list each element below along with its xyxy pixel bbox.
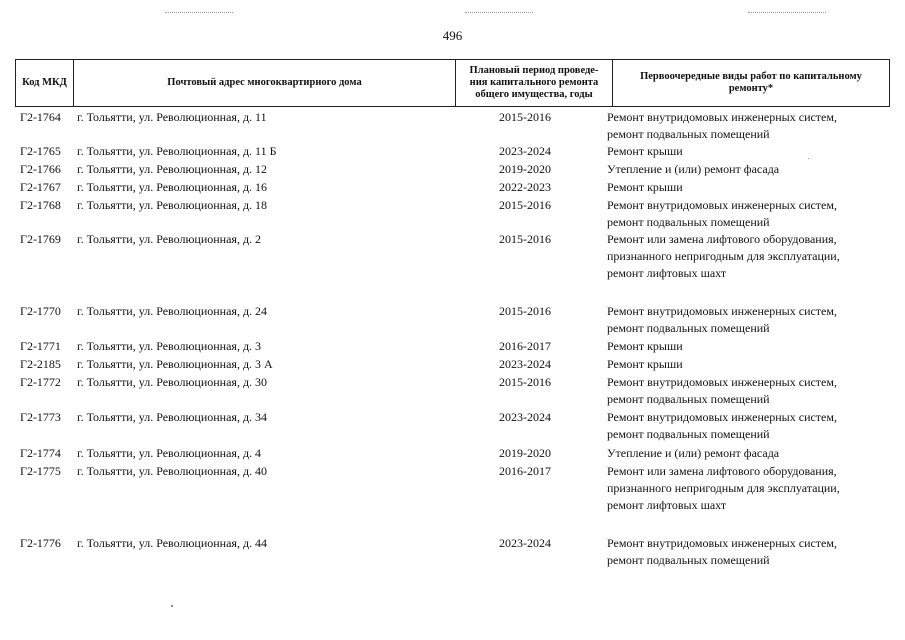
- cell-works-line: Ремонт внутридомовых инженерных систем,: [607, 110, 837, 124]
- cell-code: Г2-1764: [20, 110, 61, 124]
- header-works: [613, 60, 889, 106]
- header-period: [456, 60, 613, 106]
- cell-works-line: Ремонт крыши: [607, 357, 683, 371]
- scan-dot: [171, 605, 173, 607]
- cell-works: [607, 356, 892, 373]
- cell-period: 2015-2016: [499, 375, 551, 389]
- cell-works-line: Ремонт крыши: [607, 144, 683, 158]
- header-code: Код МКД: [16, 60, 74, 106]
- cell-period: 2022-2023: [499, 180, 551, 194]
- cell-address: г. Тольятти, ул. Революционная, д. 2: [77, 232, 262, 246]
- cell-address: г. Тольятти, ул. Революционная, д. 40: [77, 464, 268, 478]
- cell-works-line: Ремонт внутридомовых инженерных систем,: [607, 375, 837, 389]
- cell-code: Г2-1766: [20, 162, 61, 176]
- cell-works-line: ремонт лифтовых шахт: [607, 498, 727, 512]
- cell-works: [607, 197, 892, 231]
- cell-address: г. Тольятти, ул. Революционная, д. 34: [77, 410, 268, 424]
- cell-works-line: Ремонт или замена лифтового оборудования,: [607, 464, 837, 478]
- cell-works-line: ремонт подвальных помещений: [607, 127, 770, 141]
- header-address: Почтовый адрес многоквартирного дома: [74, 60, 456, 106]
- cell-works: [607, 445, 892, 462]
- cell-works: [607, 463, 892, 514]
- cell-code: Г2-1774: [20, 446, 61, 460]
- cell-works-line: ремонт лифтовых шахт: [607, 266, 727, 280]
- cell-works: [607, 535, 892, 569]
- cell-code: Г2-1773: [20, 410, 61, 424]
- cell-works: [607, 231, 892, 282]
- cell-works-line: Ремонт внутридомовых инженерных систем,: [607, 410, 837, 424]
- cell-period: 2023-2024: [499, 410, 551, 424]
- cell-code: Г2-1767: [20, 180, 61, 194]
- cell-address: г. Тольятти, ул. Революционная, д. 12: [77, 162, 268, 176]
- cell-works: [607, 409, 892, 443]
- header-period-line: общего имущества, годы: [475, 89, 593, 100]
- cell-code: Г2-1770: [20, 304, 61, 318]
- table-header: [15, 59, 890, 107]
- cell-works-line: Ремонт внутридомовых инженерных систем,: [607, 198, 837, 212]
- cell-works-line: Утепление и (или) ремонт фасада: [607, 162, 780, 176]
- cell-address: г. Тольятти, ул. Революционная, д. 3 А: [77, 357, 273, 371]
- cell-address: г. Тольятти, ул. Революционная, д. 4: [77, 446, 262, 460]
- cell-works-line: ремонт подвальных помещений: [607, 321, 770, 335]
- cell-works-line: Ремонт или замена лифтового оборудования,: [607, 232, 837, 246]
- cell-works: [607, 303, 892, 337]
- scan-dot: [808, 158, 809, 159]
- header-period-line: ния капитального ремонта: [469, 77, 599, 88]
- cell-address: г. Тольятти, ул. Революционная, д. 30: [77, 375, 268, 389]
- cell-code: Г2-1765: [20, 144, 61, 158]
- header-works-line: ремонту*: [728, 83, 774, 94]
- cell-works-line: ремонт подвальных помещений: [607, 427, 770, 441]
- cell-address: г. Тольятти, ул. Революционная, д. 11: [77, 110, 267, 124]
- cell-works-line: Ремонт внутридомовых инженерных систем,: [607, 536, 837, 550]
- cell-period: 2015-2016: [499, 304, 551, 318]
- cell-works-line: ремонт подвальных помещений: [607, 215, 770, 229]
- cell-period: 2019-2020: [499, 446, 551, 460]
- cell-address: г. Тольятти, ул. Революционная, д. 11 Б: [77, 144, 277, 158]
- cell-code: Г2-1775: [20, 464, 61, 478]
- cell-code: Г2-1771: [20, 339, 61, 353]
- scan-artifact-left: [165, 12, 233, 14]
- cell-works-line: признанного непригодным для эксплуатации,: [607, 249, 840, 263]
- cell-works-line: признанного непригодным для эксплуатации,: [607, 481, 840, 495]
- cell-address: г. Тольятти, ул. Революционная, д. 18: [77, 198, 268, 212]
- cell-works: [607, 179, 892, 196]
- cell-period: 2016-2017: [499, 464, 551, 478]
- header-period-line: Плановый период проведе-: [469, 65, 599, 76]
- cell-works-line: ремонт подвальных помещений: [607, 553, 770, 567]
- cell-works-line: ремонт подвальных помещений: [607, 392, 770, 406]
- cell-works-line: Ремонт крыши: [607, 339, 683, 353]
- cell-works-line: Утепление и (или) ремонт фасада: [607, 446, 780, 460]
- cell-period: 2023-2024: [499, 536, 551, 550]
- cell-code: Г2-1769: [20, 232, 61, 246]
- scan-artifact-right: [748, 12, 826, 14]
- cell-address: г. Тольятти, ул. Революционная, д. 16: [77, 180, 268, 194]
- cell-period: 2019-2020: [499, 162, 551, 176]
- cell-period: 2015-2016: [499, 110, 551, 124]
- cell-period: 2023-2024: [499, 357, 551, 371]
- cell-works: [607, 338, 892, 355]
- scan-artifact-center: [465, 12, 533, 14]
- cell-works: [607, 161, 892, 178]
- cell-code: Г2-2185: [20, 357, 61, 371]
- cell-works: [607, 109, 892, 143]
- cell-works: [607, 374, 892, 408]
- cell-period: 2023-2024: [499, 144, 551, 158]
- page-number: 496: [442, 28, 463, 43]
- cell-address: г. Тольятти, ул. Революционная, д. 44: [77, 536, 268, 550]
- header-works-line: Первоочередные виды работ по капитальному: [640, 71, 862, 82]
- cell-works: [607, 143, 892, 160]
- cell-address: г. Тольятти, ул. Революционная, д. 24: [77, 304, 268, 318]
- cell-period: 2015-2016: [499, 232, 551, 246]
- cell-works-line: Ремонт внутридомовых инженерных систем,: [607, 304, 837, 318]
- cell-code: Г2-1772: [20, 375, 61, 389]
- cell-code: Г2-1768: [20, 198, 61, 212]
- cell-period: 2016-2017: [499, 339, 551, 353]
- cell-address: г. Тольятти, ул. Революционная, д. 3: [77, 339, 262, 353]
- cell-works-line: Ремонт крыши: [607, 180, 683, 194]
- cell-period: 2015-2016: [499, 198, 551, 212]
- cell-code: Г2-1776: [20, 536, 61, 550]
